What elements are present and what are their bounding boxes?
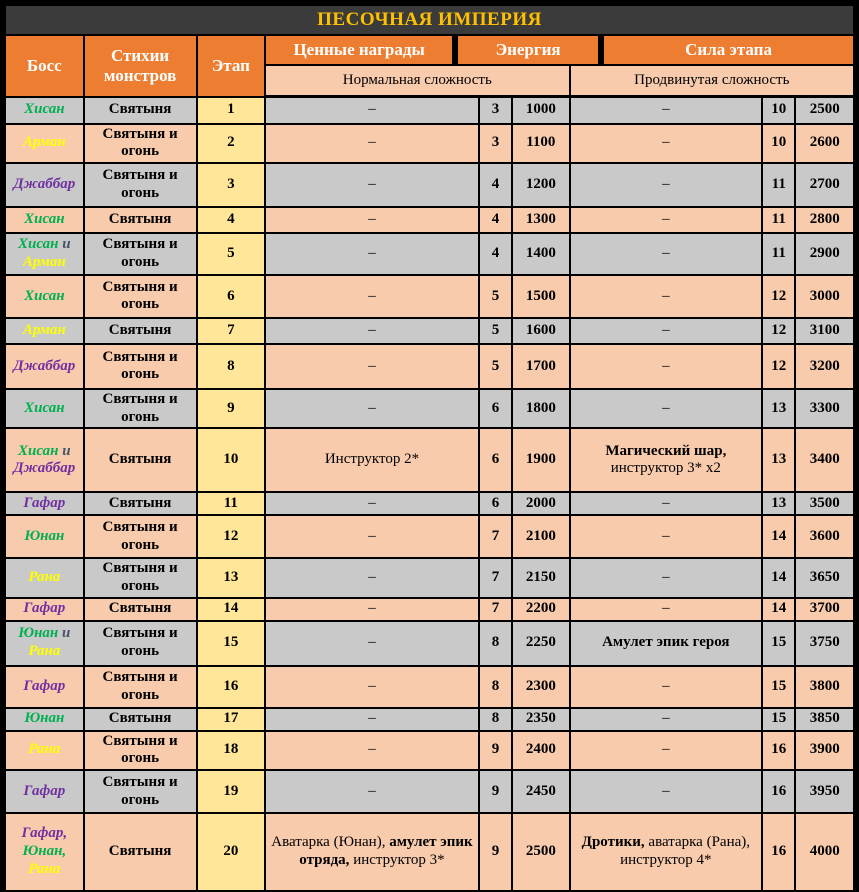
energy-normal-cell: 8 [479, 666, 512, 708]
power-advanced-cell: 2500 [795, 97, 854, 124]
power-advanced-cell: 3850 [795, 708, 854, 731]
stage-cell: 14 [197, 598, 266, 621]
boss-name: Хисан [24, 101, 65, 118]
col-header-rewards: Ценные награды [266, 36, 452, 64]
reward-normal-cell [265, 731, 479, 770]
power-advanced-cell: 3600 [795, 515, 854, 558]
reward-normal-cell [265, 97, 479, 124]
reward-advanced-cell [570, 770, 763, 813]
reward-normal-cell [265, 318, 479, 344]
elements-cell: Святыня [84, 492, 197, 515]
elements-cell: Святыня [84, 207, 197, 233]
energy-normal-cell: 3 [479, 124, 512, 163]
reward-text: – [662, 710, 670, 727]
energy-advanced-cell: 10 [762, 124, 795, 163]
reward-advanced-cell [570, 428, 763, 492]
reward-text: – [368, 569, 376, 586]
energy-normal-cell: 7 [479, 598, 512, 621]
boss-cell [5, 344, 84, 389]
power-advanced-cell: 3750 [795, 621, 854, 666]
stage-row [5, 97, 854, 124]
reward-text: аватарка (Рана), инструктор 4* [620, 834, 751, 868]
reward-text: – [662, 357, 670, 374]
reward-text: – [368, 399, 376, 416]
reward-normal-cell [265, 492, 479, 515]
elements-cell: Святыня и огонь [84, 621, 197, 666]
elements-cell: Святыня и огонь [84, 558, 197, 597]
boss-name: Рана [28, 741, 61, 758]
stage-row [5, 813, 854, 891]
reward-normal-cell [265, 163, 479, 207]
power-advanced-cell: 3100 [795, 318, 854, 344]
energy-normal-cell: 3 [479, 97, 512, 124]
reward-normal-cell [265, 598, 479, 621]
reward-text: – [368, 322, 376, 339]
energy-normal-cell: 4 [479, 207, 512, 233]
reward-text: – [662, 245, 670, 262]
elements-cell: Святыня [84, 813, 197, 891]
elements-cell: Святыня и огонь [84, 731, 197, 770]
reward-normal-cell [265, 344, 479, 389]
stage-row [5, 598, 854, 621]
reward-normal-cell [265, 207, 479, 233]
boss-name: Хисан [24, 211, 65, 228]
stage-cell: 9 [197, 389, 266, 428]
boss-name: Арман [22, 322, 66, 339]
boss-name: Рана [28, 860, 61, 877]
boss-cell [5, 492, 84, 515]
stage-row [5, 233, 854, 275]
stage-row [5, 124, 854, 163]
boss-cell [5, 731, 84, 770]
reward-text: – [662, 782, 670, 799]
stage-cell: 4 [197, 207, 266, 233]
elements-cell: Святыня и огонь [84, 770, 197, 813]
power-advanced-cell: 3950 [795, 770, 854, 813]
energy-advanced-cell: 16 [762, 731, 795, 770]
elements-cell: Святыня и огонь [84, 515, 197, 558]
energy-advanced-cell: 13 [762, 389, 795, 428]
energy-normal-cell: 5 [479, 275, 512, 318]
energy-advanced-cell: 13 [762, 428, 795, 492]
energy-advanced-cell: 13 [762, 492, 795, 515]
reward-advanced-cell [570, 598, 763, 621]
power-advanced-cell: 3900 [795, 731, 854, 770]
energy-normal-cell: 6 [479, 428, 512, 492]
boss-cell [5, 163, 84, 207]
stage-row [5, 558, 854, 597]
energy-advanced-cell: 11 [762, 233, 795, 275]
energy-normal-cell: 8 [479, 621, 512, 666]
reward-text: – [662, 741, 670, 758]
reward-normal-cell [265, 770, 479, 813]
power-normal-cell: 2500 [512, 813, 569, 891]
power-normal-cell: 2250 [512, 621, 569, 666]
boss-name: Хисан [18, 236, 59, 253]
stage-cell: 17 [197, 708, 266, 731]
boss-cell [5, 318, 84, 344]
stage-cell: 11 [197, 492, 266, 515]
power-advanced-cell: 2800 [795, 207, 854, 233]
stage-row [5, 492, 854, 515]
energy-normal-cell: 4 [479, 163, 512, 207]
elements-cell: Святыня и огонь [84, 124, 197, 163]
energy-advanced-cell: 16 [762, 813, 795, 891]
power-normal-cell: 1200 [512, 163, 569, 207]
boss-name: Рана [28, 643, 61, 660]
stage-row [5, 163, 854, 207]
energy-normal-cell: 5 [479, 344, 512, 389]
reward-text: – [662, 134, 670, 151]
boss-name: и [58, 442, 71, 459]
energy-advanced-cell: 12 [762, 344, 795, 389]
power-advanced-cell: 2600 [795, 124, 854, 163]
stage-row [5, 731, 854, 770]
boss-name: Юнан [18, 625, 59, 642]
reward-advanced-cell [570, 124, 763, 163]
reward-advanced-cell [570, 492, 763, 515]
power-advanced-cell: 2900 [795, 233, 854, 275]
power-normal-cell: 1900 [512, 428, 569, 492]
reward-text: – [662, 211, 670, 228]
stage-row [5, 428, 854, 492]
power-advanced-cell: 3700 [795, 598, 854, 621]
stage-row [5, 515, 854, 558]
energy-advanced-cell: 15 [762, 666, 795, 708]
col-header-boss: Босс [5, 35, 84, 97]
boss-name: Гафар [23, 782, 66, 799]
boss-name: Гафар [23, 600, 66, 617]
power-normal-cell: 2450 [512, 770, 569, 813]
boss-cell [5, 515, 84, 558]
energy-advanced-cell: 14 [762, 558, 795, 597]
reward-normal-cell [265, 428, 479, 492]
stage-row [5, 344, 854, 389]
stage-cell: 10 [197, 428, 266, 492]
stage-row [5, 389, 854, 428]
energy-normal-cell: 6 [479, 389, 512, 428]
reward-text: Инструктор 2* [324, 451, 420, 468]
energy-advanced-cell: 12 [762, 275, 795, 318]
boss-cell [5, 389, 84, 428]
power-normal-cell: 1100 [512, 124, 569, 163]
reward-text: – [662, 176, 670, 193]
power-advanced-cell: 4000 [795, 813, 854, 891]
energy-advanced-cell: 12 [762, 318, 795, 344]
boss-cell [5, 708, 84, 731]
power-advanced-cell: 3200 [795, 344, 854, 389]
power-normal-cell: 1800 [512, 389, 569, 428]
boss-cell [5, 97, 84, 124]
energy-advanced-cell: 15 [762, 621, 795, 666]
power-normal-cell: 2150 [512, 558, 569, 597]
energy-normal-cell: 7 [479, 515, 512, 558]
power-normal-cell: 2200 [512, 598, 569, 621]
reward-text: – [662, 527, 670, 544]
energy-advanced-cell: 11 [762, 163, 795, 207]
reward-advanced-cell [570, 621, 763, 666]
elements-cell: Святыня и огонь [84, 275, 197, 318]
boss-name: и [58, 625, 71, 642]
power-normal-cell: 1600 [512, 318, 569, 344]
reward-text: инструктор 3* x2 [610, 460, 721, 477]
stage-cell: 1 [197, 97, 266, 124]
stage-table [4, 4, 855, 892]
col-header-energy: Энергия [458, 36, 598, 64]
energy-normal-cell: 4 [479, 233, 512, 275]
stage-row [5, 708, 854, 731]
boss-name: и [58, 236, 71, 253]
energy-advanced-cell: 10 [762, 97, 795, 124]
reward-text: – [368, 634, 376, 651]
energy-advanced-cell: 14 [762, 515, 795, 558]
reward-text: – [368, 677, 376, 694]
boss-cell [5, 598, 84, 621]
reward-normal-cell [265, 275, 479, 318]
reward-normal-cell [265, 708, 479, 731]
boss-name: Джаббар [13, 357, 76, 374]
boss-name: Джаббар [13, 176, 76, 193]
energy-normal-cell: 6 [479, 492, 512, 515]
reward-advanced-cell [570, 233, 763, 275]
reward-normal-cell [265, 666, 479, 708]
reward-advanced-cell [570, 813, 763, 891]
reward-text: амулет эпик отряда, [299, 834, 473, 868]
boss-name: Хисан [24, 399, 65, 416]
stage-cell: 8 [197, 344, 266, 389]
energy-advanced-cell: 16 [762, 770, 795, 813]
table-body [5, 97, 854, 892]
energy-advanced-cell: 11 [762, 207, 795, 233]
boss-cell [5, 428, 84, 492]
power-normal-cell: 2000 [512, 492, 569, 515]
stage-row [5, 207, 854, 233]
energy-advanced-cell: 15 [762, 708, 795, 731]
boss-cell [5, 621, 84, 666]
boss-name: Арман [22, 253, 66, 270]
reward-text: Амулет эпик героя [602, 634, 730, 651]
elements-cell: Святыня и огонь [84, 233, 197, 275]
group-header-strip [265, 35, 854, 65]
reward-normal-cell [265, 124, 479, 163]
reward-text: Аватарка (Юнан), [271, 834, 390, 851]
reward-normal-cell [265, 515, 479, 558]
elements-cell: Святыня и огонь [84, 666, 197, 708]
stage-cell: 7 [197, 318, 266, 344]
stage-row [5, 318, 854, 344]
power-normal-cell: 1500 [512, 275, 569, 318]
reward-text: – [368, 211, 376, 228]
col-header-elements: Стихии монстров [84, 35, 197, 97]
stage-cell: 3 [197, 163, 266, 207]
reward-text: инструктор 3* [349, 852, 445, 868]
reward-advanced-cell [570, 275, 763, 318]
reward-advanced-cell [570, 344, 763, 389]
stage-cell: 20 [197, 813, 266, 891]
reward-text: Магический шар, [605, 442, 727, 459]
reward-text: – [662, 399, 670, 416]
reward-normal-cell [265, 233, 479, 275]
power-advanced-cell: 3500 [795, 492, 854, 515]
col-header-stage: Этап [197, 35, 266, 97]
reward-normal-cell [265, 813, 479, 891]
power-advanced-cell: 2700 [795, 163, 854, 207]
boss-cell [5, 207, 84, 233]
energy-normal-cell: 7 [479, 558, 512, 597]
elements-cell: Святыня и огонь [84, 344, 197, 389]
boss-cell [5, 770, 84, 813]
reward-advanced-cell [570, 389, 763, 428]
elements-cell: Святыня [84, 97, 197, 124]
power-normal-cell: 2100 [512, 515, 569, 558]
header-row [5, 35, 854, 65]
power-normal-cell: 2400 [512, 731, 569, 770]
reward-text: – [368, 134, 376, 151]
col-header-power: Сила этапа [604, 36, 853, 64]
reward-text: – [662, 287, 670, 304]
boss-name: Хисан [24, 287, 65, 304]
subheader-advanced-difficulty: Продвинутая сложность [570, 65, 854, 97]
energy-normal-cell: 9 [479, 770, 512, 813]
title-row [5, 5, 854, 35]
reward-advanced-cell [570, 97, 763, 124]
elements-cell: Святыня и огонь [84, 389, 197, 428]
reward-text: – [368, 527, 376, 544]
energy-normal-cell: 5 [479, 318, 512, 344]
power-advanced-cell: 3400 [795, 428, 854, 492]
elements-cell: Святыня [84, 708, 197, 731]
reward-advanced-cell [570, 163, 763, 207]
power-normal-cell: 1400 [512, 233, 569, 275]
elements-cell: Святыня [84, 598, 197, 621]
energy-normal-cell: 9 [479, 813, 512, 891]
boss-name: Гафар, [21, 825, 68, 842]
stage-cell: 13 [197, 558, 266, 597]
boss-cell [5, 666, 84, 708]
stage-cell: 2 [197, 124, 266, 163]
power-advanced-cell: 3650 [795, 558, 854, 597]
reward-text: – [368, 245, 376, 262]
stage-row [5, 275, 854, 318]
reward-advanced-cell [570, 708, 763, 731]
energy-advanced-cell: 14 [762, 598, 795, 621]
stage-cell: 5 [197, 233, 266, 275]
reward-advanced-cell [570, 558, 763, 597]
power-advanced-cell: 3300 [795, 389, 854, 428]
reward-text: – [662, 322, 670, 339]
power-normal-cell: 1300 [512, 207, 569, 233]
reward-text: – [662, 677, 670, 694]
stage-cell: 18 [197, 731, 266, 770]
reward-text: – [368, 782, 376, 799]
reward-text: – [368, 710, 376, 727]
power-advanced-cell: 3000 [795, 275, 854, 318]
boss-name: Арман [22, 134, 66, 151]
reward-text: – [662, 569, 670, 586]
page-title: ПЕСОЧНАЯ ИМПЕРИЯ [5, 5, 854, 35]
reward-text: – [368, 600, 376, 617]
energy-normal-cell: 9 [479, 731, 512, 770]
reward-text: – [662, 101, 670, 118]
reward-advanced-cell [570, 666, 763, 708]
reward-text: – [368, 494, 376, 511]
reward-normal-cell [265, 621, 479, 666]
stage-cell: 12 [197, 515, 266, 558]
reward-text: – [368, 101, 376, 118]
elements-cell: Святыня и огонь [84, 163, 197, 207]
power-normal-cell: 2300 [512, 666, 569, 708]
elements-cell: Святыня [84, 318, 197, 344]
boss-name: Рана [28, 569, 61, 586]
boss-name: Гафар [23, 677, 66, 694]
boss-name: Хисан [18, 442, 59, 459]
reward-text: – [662, 600, 670, 617]
reward-text: – [368, 287, 376, 304]
reward-text: – [662, 494, 670, 511]
reward-advanced-cell [570, 318, 763, 344]
reward-text: – [368, 741, 376, 758]
stage-row [5, 621, 854, 666]
reward-normal-cell [265, 558, 479, 597]
power-normal-cell: 1000 [512, 97, 569, 124]
power-normal-cell: 1700 [512, 344, 569, 389]
boss-name: Гафар [23, 494, 66, 511]
stage-row [5, 770, 854, 813]
boss-name: Юнан [24, 527, 65, 544]
reward-text: – [368, 176, 376, 193]
boss-cell [5, 233, 84, 275]
boss-cell [5, 275, 84, 318]
reward-advanced-cell [570, 207, 763, 233]
stage-row [5, 666, 854, 708]
boss-cell [5, 124, 84, 163]
boss-cell [5, 558, 84, 597]
boss-name: Юнан, [22, 843, 67, 860]
stage-cell: 15 [197, 621, 266, 666]
reward-advanced-cell [570, 515, 763, 558]
boss-name: Джаббар [13, 460, 76, 477]
stage-cell: 19 [197, 770, 266, 813]
reward-advanced-cell [570, 731, 763, 770]
reward-text: – [368, 357, 376, 374]
power-advanced-cell: 3800 [795, 666, 854, 708]
elements-cell: Святыня [84, 428, 197, 492]
energy-normal-cell: 8 [479, 708, 512, 731]
boss-cell [5, 813, 84, 891]
boss-name: Юнан [24, 710, 65, 727]
power-normal-cell: 2350 [512, 708, 569, 731]
reward-normal-cell [265, 389, 479, 428]
reward-text: Дротики, [581, 834, 645, 851]
subheader-normal-difficulty: Нормальная сложность [265, 65, 569, 97]
stage-cell: 16 [197, 666, 266, 708]
stage-cell: 6 [197, 275, 266, 318]
